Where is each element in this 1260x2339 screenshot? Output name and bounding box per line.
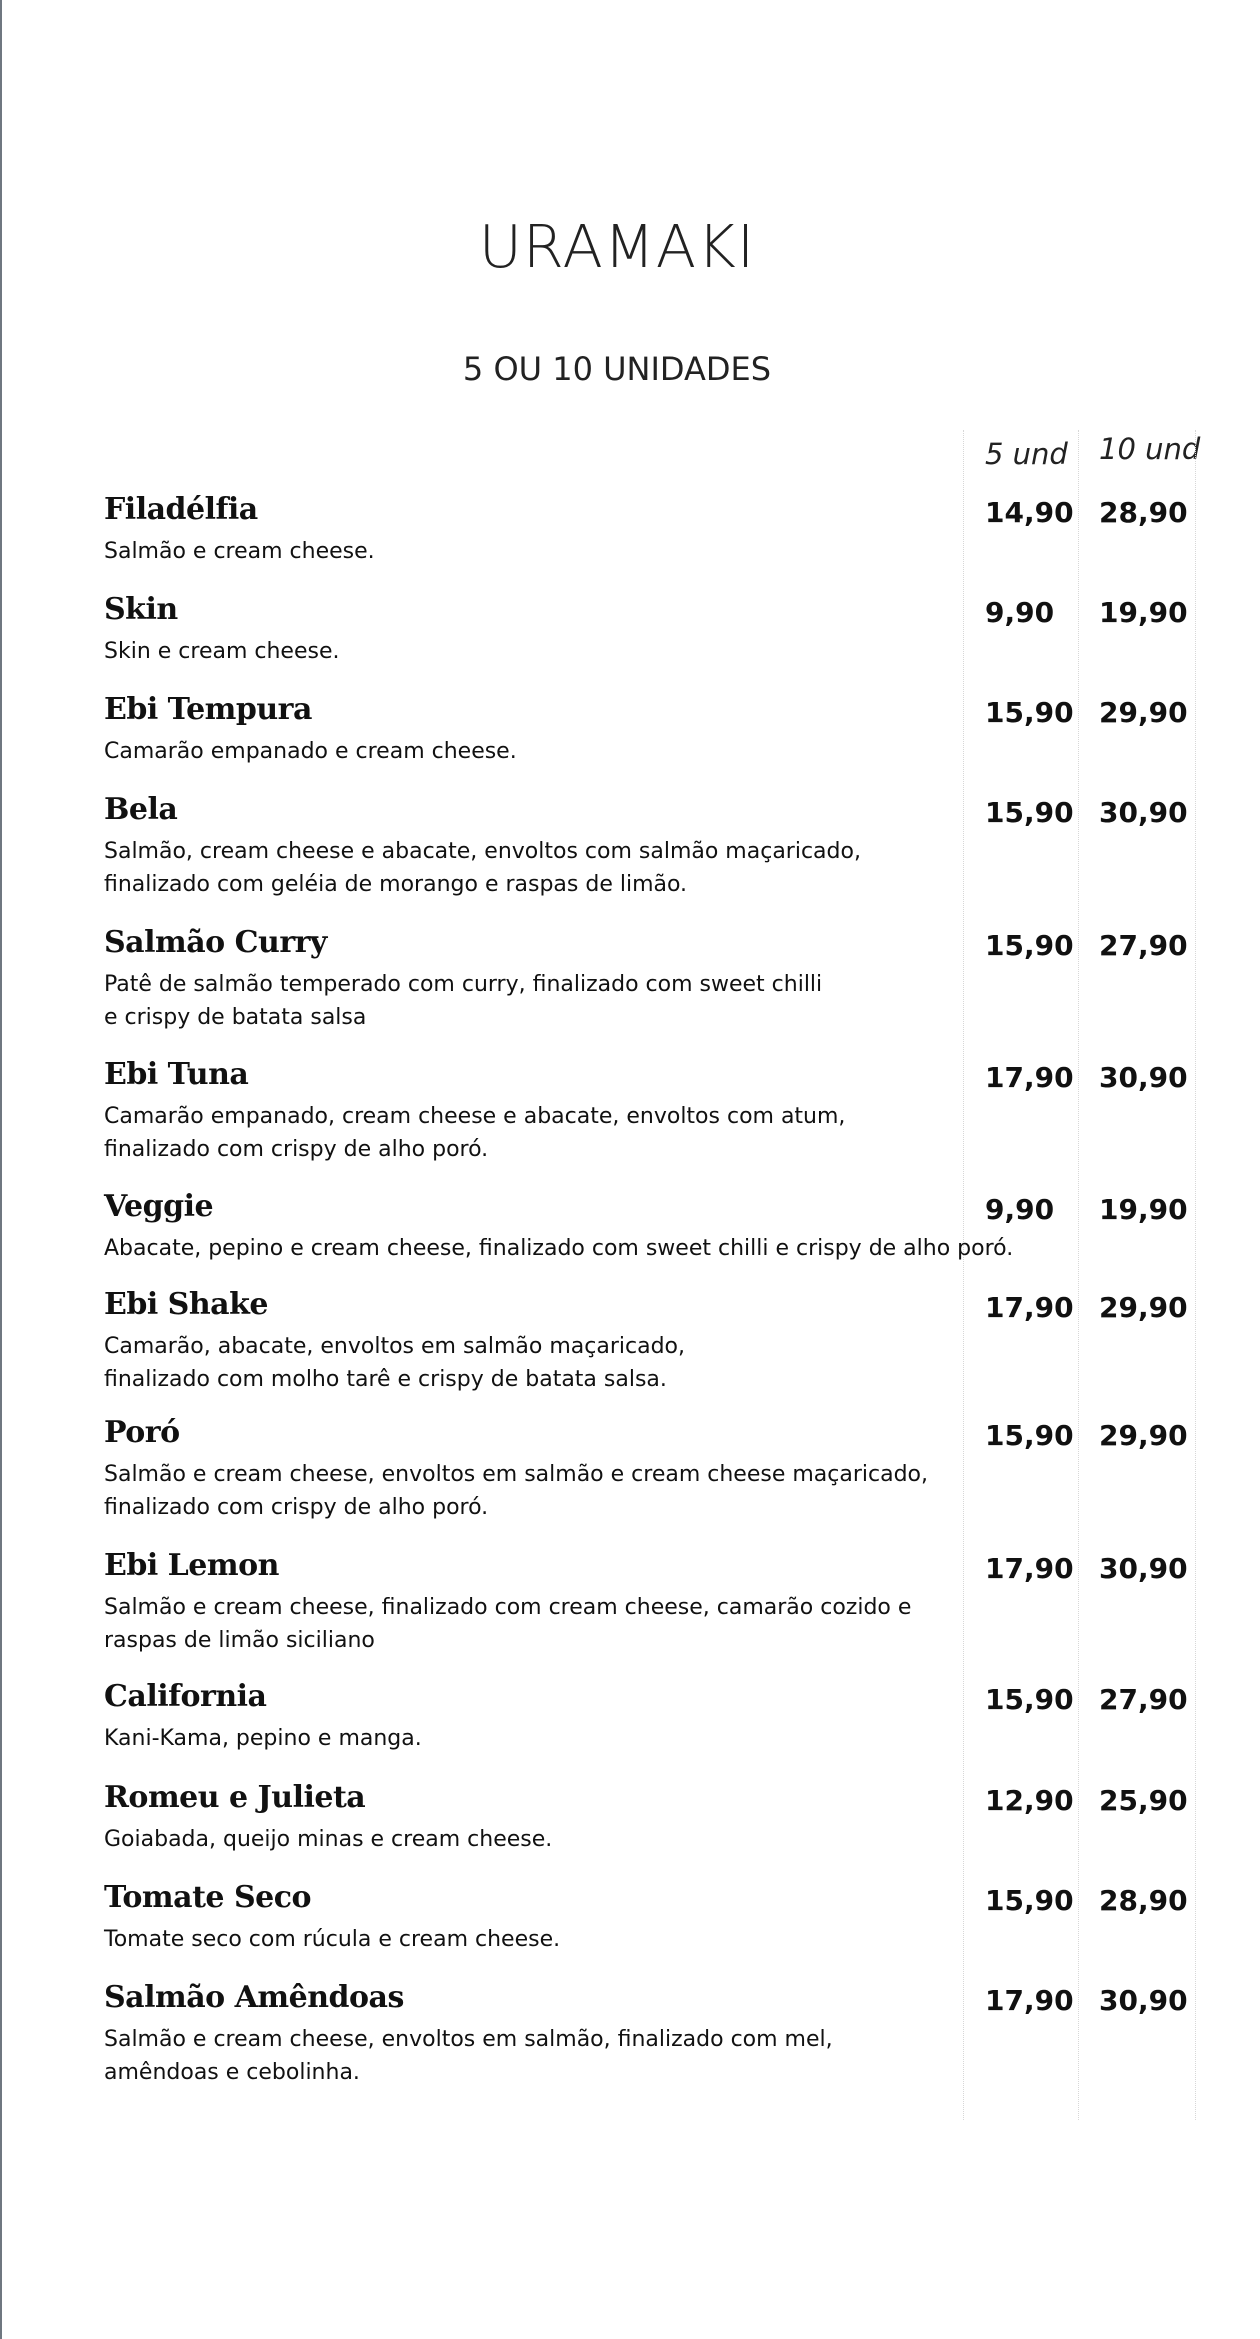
price-10-und: 30,90 xyxy=(1099,1552,1188,1585)
item-description xyxy=(104,1330,685,1396)
item-description xyxy=(104,735,517,768)
price-5-und: 17,90 xyxy=(985,1061,1074,1094)
item-description-line: Skin e cream cheese. xyxy=(104,639,340,664)
price-10-und: 30,90 xyxy=(1099,796,1188,829)
menu-item xyxy=(104,1548,1254,1668)
item-description-line: Salmão e cream cheese. xyxy=(104,539,375,564)
price-5-und: 12,90 xyxy=(985,1784,1074,1817)
item-description xyxy=(104,1823,552,1856)
menu-item xyxy=(104,1057,1254,1177)
item-name: Filadélfia xyxy=(104,492,258,527)
price-5-und: 15,90 xyxy=(985,696,1074,729)
price-10-und: 19,90 xyxy=(1099,1193,1188,1226)
price-10-und: 19,90 xyxy=(1099,596,1188,629)
item-name: Ebi Shake xyxy=(104,1287,268,1322)
item-description-line: Salmão, cream cheese e abacate, envoltos com salmão maçaricado, xyxy=(104,839,861,864)
item-description xyxy=(104,2023,833,2089)
price-5-und: 15,90 xyxy=(985,1884,1074,1917)
price-5-und: 17,90 xyxy=(985,1552,1074,1585)
price-5-und: 15,90 xyxy=(985,796,1074,829)
price-10-und: 29,90 xyxy=(1099,696,1188,729)
item-name: Veggie xyxy=(104,1189,214,1224)
item-name: California xyxy=(104,1679,267,1714)
item-description xyxy=(104,1923,560,1956)
item-description-line: Salmão e cream cheese, envoltos em salmão e cream cheese maçaricado, xyxy=(104,1462,929,1487)
item-description xyxy=(104,1722,422,1755)
item-name: Salmão Curry xyxy=(104,925,327,960)
price-10-und: 29,90 xyxy=(1099,1291,1188,1324)
item-description-line: finalizado com crispy de alho poró. xyxy=(104,1137,489,1162)
price-5-und: 15,90 xyxy=(985,1419,1074,1452)
price-10-und: 25,90 xyxy=(1099,1784,1188,1817)
price-10-und: 30,90 xyxy=(1099,1061,1188,1094)
item-name: Bela xyxy=(104,792,178,827)
item-description-line: Camarão, abacate, envoltos em salmão maçaricado, xyxy=(104,1334,686,1359)
price-5-und: 14,90 xyxy=(985,496,1074,529)
price-5-und: 9,90 xyxy=(985,1193,1055,1226)
item-description-line: Camarão empanado, cream cheese e abacate, envoltos com atum, xyxy=(104,1104,846,1129)
item-description xyxy=(104,1591,911,1657)
item-description-line: Camarão empanado e cream cheese. xyxy=(104,739,517,764)
item-description xyxy=(104,1232,1013,1265)
column-header-10-und: 10 und xyxy=(1099,432,1201,466)
item-name: Ebi Tuna xyxy=(104,1057,249,1092)
item-description-line: finalizado com crispy de alho poró. xyxy=(104,1495,489,1520)
price-5-und: 15,90 xyxy=(985,1683,1074,1716)
item-description xyxy=(104,535,375,568)
item-description xyxy=(104,1458,928,1524)
item-description-line: e crispy de batata salsa xyxy=(104,1005,367,1030)
item-description-line: finalizado com molho tarê e crispy de batata salsa. xyxy=(104,1367,667,1392)
item-name: Poró xyxy=(104,1415,180,1450)
item-description-line: Patê de salmão temperado com curry, finalizado com sweet chilli xyxy=(104,972,823,997)
item-name: Skin xyxy=(104,592,178,627)
price-10-und: 29,90 xyxy=(1099,1419,1188,1452)
price-5-und: 9,90 xyxy=(985,596,1055,629)
menu-item xyxy=(104,792,1254,912)
page-title: URAMAKI xyxy=(478,212,756,281)
item-description-line: Kani-Kama, pepino e manga. xyxy=(104,1726,422,1751)
item-name: Ebi Lemon xyxy=(104,1548,279,1583)
page-subtitle: 5 OU 10 UNIDADES xyxy=(462,350,772,388)
price-10-und: 28,90 xyxy=(1099,496,1188,529)
item-description-line: Salmão e cream cheese, envoltos em salmão, finalizado com mel, xyxy=(104,2027,833,2052)
item-description-line: amêndoas e cebolinha. xyxy=(104,2060,360,2085)
price-5-und: 17,90 xyxy=(985,1291,1074,1324)
item-description xyxy=(104,1100,845,1166)
item-description-line: finalizado com geléia de morango e raspas de limão. xyxy=(104,872,688,897)
item-description-line: Tomate seco com rúcula e cream cheese. xyxy=(104,1927,561,1952)
item-description xyxy=(104,635,339,668)
item-description-line: raspas de limão siciliano xyxy=(104,1628,375,1653)
item-description-line: Abacate, pepino e cream cheese, finalizado com sweet chilli e crispy de alho poró. xyxy=(104,1236,1014,1261)
item-description-line: Salmão e cream cheese, finalizado com cream cheese, camarão cozido e xyxy=(104,1595,912,1620)
menu-item xyxy=(104,1415,1254,1535)
menu-item xyxy=(104,1980,1254,2100)
price-5-und: 15,90 xyxy=(985,929,1074,962)
item-description xyxy=(104,968,822,1034)
item-name: Romeu e Julieta xyxy=(104,1780,366,1815)
item-description xyxy=(104,835,861,901)
price-10-und: 28,90 xyxy=(1099,1884,1188,1917)
price-5-und: 17,90 xyxy=(985,1984,1074,2017)
menu-item xyxy=(104,925,1254,1045)
item-name: Ebi Tempura xyxy=(104,692,312,727)
menu-item xyxy=(104,1287,1254,1407)
item-description-line: Goiabada, queijo minas e cream cheese. xyxy=(104,1827,553,1852)
price-10-und: 30,90 xyxy=(1099,1984,1188,2017)
column-header-5-und: 5 und xyxy=(985,437,1068,471)
item-name: Salmão Amêndoas xyxy=(104,1980,404,2015)
item-name: Tomate Seco xyxy=(104,1880,311,1915)
price-10-und: 27,90 xyxy=(1099,1683,1188,1716)
price-10-und: 27,90 xyxy=(1099,929,1188,962)
